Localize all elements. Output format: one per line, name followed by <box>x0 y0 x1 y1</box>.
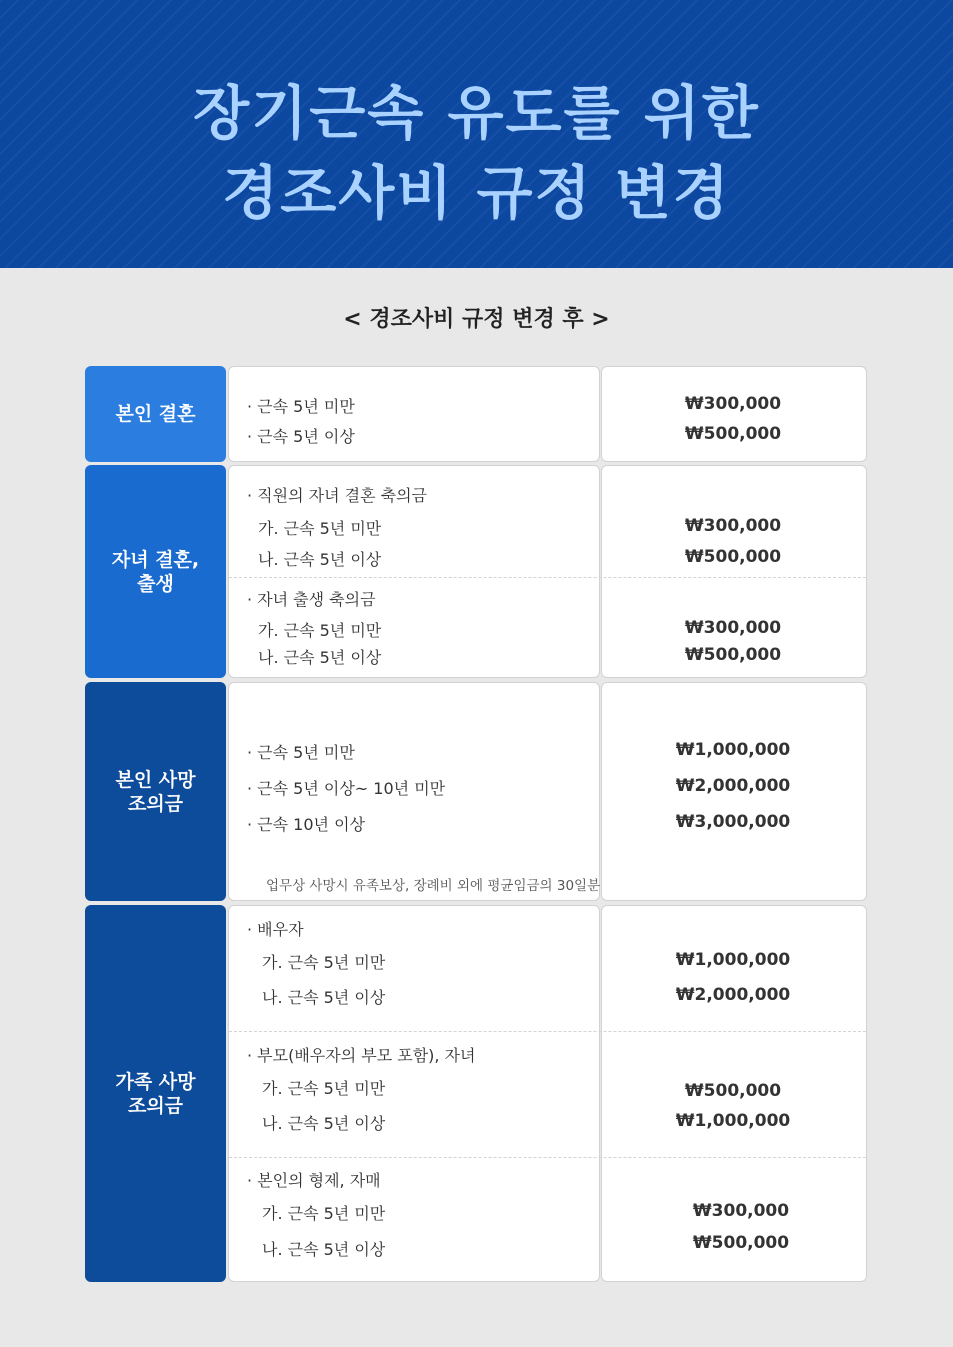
header-banner <box>0 0 953 268</box>
death-item-3: · 근속 10년 이상 <box>247 815 365 834</box>
category-death <box>85 682 226 901</box>
death-amount-1: ₩1,000,000 <box>675 740 791 760</box>
family-group2-amount-2: ₩1,000,000 <box>675 1111 791 1131</box>
page-title-line-1: 장기근속 유도를 위한 <box>193 79 760 147</box>
family-group3-amount-1: ₩300,000 <box>692 1201 790 1221</box>
family-group1-item-1: 가. 근속 5년 미만 <box>262 953 386 972</box>
section-subtitle: < 경조사비 규정 변경 후 > <box>343 307 610 332</box>
family-group2-heading: · 부모(배우자의 부모 포함), 자녀 <box>247 1046 476 1065</box>
children-divider <box>229 577 866 578</box>
family-group1-amount-1: ₩1,000,000 <box>675 950 791 970</box>
category-family <box>85 905 226 1282</box>
family-group2-item-2: 나. 근속 5년 이상 <box>262 1114 386 1133</box>
marriage-amounts-box <box>601 366 867 462</box>
children-group1-heading: · 직원의 자녀 결혼 축의금 <box>247 486 427 505</box>
death-amount-3: ₩3,000,000 <box>675 812 791 832</box>
marriage-amount-1: ₩300,000 <box>684 394 782 414</box>
death-note: 업무상 사망시 유족보상, 장례비 외에 평균임금의 30일분 <box>266 878 601 894</box>
family-group2-amount-1: ₩500,000 <box>684 1081 782 1101</box>
family-group3-item-1: 가. 근속 5년 미만 <box>262 1204 386 1223</box>
children-group2-amount-1: ₩300,000 <box>684 618 782 638</box>
children-group1-item-1: 가. 근속 5년 미만 <box>258 519 382 538</box>
death-item-2: · 근속 5년 이상~ 10년 미만 <box>247 779 446 798</box>
family-group3-amount-2: ₩500,000 <box>692 1233 790 1253</box>
marriage-amount-2: ₩500,000 <box>684 424 782 444</box>
marriage-item-2: · 근속 5년 이상 <box>247 427 355 446</box>
children-group2-item-1: 가. 근속 5년 미만 <box>258 621 382 640</box>
death-item-1: · 근속 5년 미만 <box>247 743 355 762</box>
family-group1-amount-2: ₩2,000,000 <box>675 985 791 1005</box>
family-group1-heading: · 배우자 <box>247 920 304 939</box>
children-group2-amount-2: ₩500,000 <box>684 645 782 665</box>
death-amount-2: ₩2,000,000 <box>675 776 791 796</box>
children-group1-amount-1: ₩300,000 <box>684 516 782 536</box>
children-group2-heading: · 자녀 출생 축의금 <box>247 590 376 609</box>
family-group3-item-2: 나. 근속 5년 이상 <box>262 1240 386 1259</box>
marriage-item-1: · 근속 5년 미만 <box>247 397 355 416</box>
family-group1-item-2: 나. 근속 5년 이상 <box>262 988 386 1007</box>
category-children <box>85 465 226 678</box>
category-marriage <box>85 366 226 462</box>
category-death-label: 본인 사망 조의금 <box>115 768 196 815</box>
children-group2-item-2: 나. 근속 5년 이상 <box>258 648 382 667</box>
category-children-label: 자녀 결혼, 출생 <box>111 548 200 595</box>
category-family-label: 가족 사망 조의금 <box>115 1070 196 1117</box>
family-group2-item-1: 가. 근속 5년 미만 <box>262 1079 386 1098</box>
page-title-line-2: 경조사비 규정 변경 <box>222 159 731 227</box>
family-divider-2 <box>229 1157 866 1158</box>
children-group1-item-2: 나. 근속 5년 이상 <box>258 550 382 569</box>
children-group1-amount-2: ₩500,000 <box>684 547 782 567</box>
family-divider-1 <box>229 1031 866 1032</box>
category-marriage-label: 본인 결혼 <box>115 403 196 425</box>
family-group3-heading: · 본인의 형제, 자매 <box>247 1171 381 1190</box>
